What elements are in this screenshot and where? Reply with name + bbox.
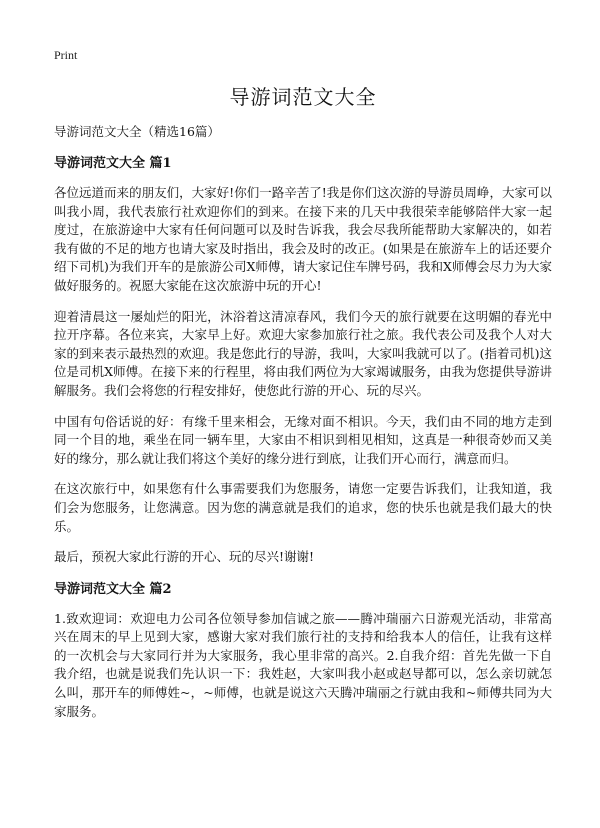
paragraph: 在这次旅行中，如果您有什么事需要我们为您服务，请您一定要告诉我们，让我知道，我们会为您服务，让您满意。因为您的满意就是我们的追求，您的快乐也就是我们最大的快乐。 (54, 481, 552, 534)
section-heading: 导游词范文大全 篇1 (54, 156, 172, 171)
section-1 (54, 155, 552, 567)
paragraph: 中国有句俗话说的好：有缘千里来相会，无缘对面不相识。今天，我们由不同的地方走到同一个目的地，乘坐在同一辆车里，大家由不相识到相见相知，这真是一种很奇妙而又美好的缘分，那么就让我们将这个美好的缘分进行到底，让我们开心而行，满意而归。 (54, 413, 552, 466)
print-link[interactable]: Print (54, 48, 78, 62)
section-2 (54, 581, 552, 722)
document-subtitle: 导游词范文大全（精选16篇） (54, 124, 220, 139)
paragraph: 迎着清晨这一屡灿烂的阳光，沐浴着这清凉春风，我们今天的旅行就要在这明媚的春光中拉开序幕。各位来宾，大家早上好。欢迎大家参加旅行社之旅。我代表公司及我个人对大家的到来表示最热烈的欢迎。我是您此行的导游，我叫，大家叫我就可以了。(指着司机)这位是司机X师傅。在接下来的行程里，将由我们两位为大家竭诚服务，由我为您提供导游讲解服务。我们会将您的行程安排好，使您此行游的开心、玩的尽兴。 (54, 308, 552, 398)
document-title: 导游词范文大全 (229, 85, 377, 109)
paragraph: 最后，预祝大家此行游的开心、玩的尽兴!谢谢! (54, 549, 315, 565)
paragraph: 各位远道而来的朋友们，大家好!你们一路辛苦了!我是你们这次游的导游员周峥，大家可以叫我小周，我代表旅行社欢迎你们的到来。在接下来的几天中我很荣幸能够陪伴大家一起度过，在旅游途中大家有任何问题可以及时告诉我，我会尽我所能帮助大家解决的，如若我有做的不足的地方也请大家及时指出，我会及时的改正。(如果是在旅游车上的话还要介绍下司机)为我们开车的是旅游公司X师傅，请大家记住车牌号码，我和X师傅会尽力为大家做好服务的。祝愿大家能在这次旅游中玩的开心! (54, 185, 552, 293)
section-heading: 导游词范文大全 篇2 (54, 581, 172, 597)
paragraph: 1.致欢迎词：欢迎电力公司各位领导参加信诚之旅——腾冲瑞丽六日游观光活动，非常高兴在周末的早上见到大家，感谢大家对我们旅行社的支持和给我本人的信任，让我有这样的一次机会与大家同行并为大家服务，我心里非常的高兴。2.自我介绍：首先先做一下自我介绍，也就是说我们先认识一下：我姓赵，大家叫我小赵或赵导都可以，怎么亲切就怎么叫，那开车的师傅姓~，~师傅，也就是说这六天腾冲瑞丽之行就由我和~师傅共同为大家服务。 (54, 610, 552, 719)
